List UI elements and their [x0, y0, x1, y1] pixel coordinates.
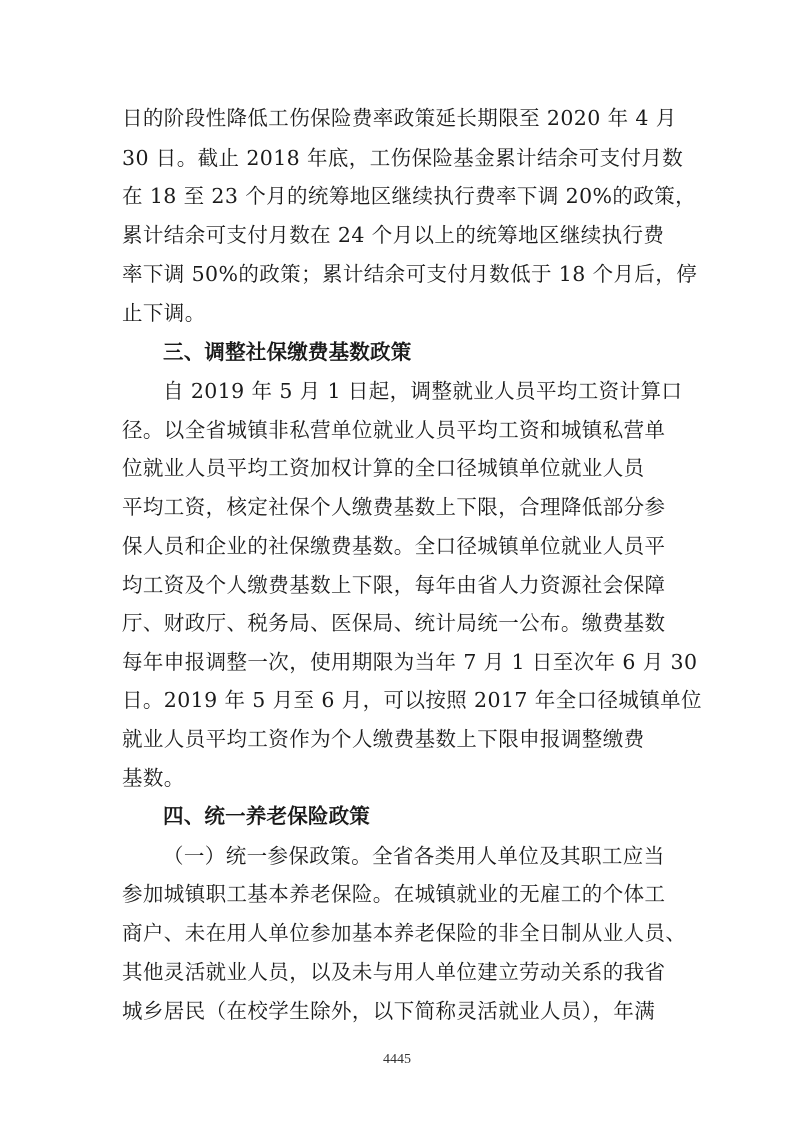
paragraph-line: 城乡居民（在校学生除外，以下简称灵活就业人员），年满	[122, 999, 656, 1023]
paragraph-line: 每年申报调整一次，使用期限为当年 7 月 1 日至次年 6 月 30	[122, 650, 698, 674]
paragraph-line: 30 日。截止 2018 年底，工伤保险基金累计结余可支付月数	[122, 146, 684, 170]
paragraph-line: 其他灵活就业人员，以及未与用人单位建立劳动关系的我省	[122, 960, 666, 984]
section-heading: 三、调整社保缴费基数政策	[163, 340, 412, 364]
paragraph-line: 率下调 50%的政策；累计结余可支付月数低于 18 个月后，停	[122, 262, 698, 286]
paragraph-line: 保人员和企业的社保缴费基数。全口径城镇单位就业人员平	[122, 534, 666, 558]
paragraph-line: 位就业人员平均工资加权计算的全口径城镇单位就业人员	[122, 456, 645, 480]
paragraph-line: 自 2019 年 5 月 1 日起，调整就业人员平均工资计算口	[163, 379, 683, 403]
paragraph-line: 均工资及个人缴费基数上下限，每年由省人力资源社会保障	[122, 573, 666, 597]
paragraph-line: 径。以全省城镇非私营单位就业人员平均工资和城镇私营单	[122, 418, 666, 442]
paragraph-line: 商户、未在用人单位参加基本养老保险的非全日制从业人员、	[122, 921, 687, 945]
paragraph-line: 日的阶段性降低工伤保险费率政策延长期限至 2020 年 4 月	[122, 106, 677, 130]
section-heading: 四、统一养老保险政策	[163, 804, 370, 828]
paragraph-line: 止下调。	[122, 301, 206, 325]
paragraph-line: 在 18 至 23 个月的统筹地区继续执行费率下调 20%的政策，	[122, 184, 697, 208]
page-number: 4445	[383, 1052, 411, 1067]
paragraph-line: 参加城镇职工基本养老保险。在城镇就业的无雇工的个体工	[122, 882, 666, 906]
paragraph-line: 基数。	[122, 766, 185, 790]
paragraph-line: 平均工资，核定社保个人缴费基数上下限，合理降低部分参	[122, 495, 666, 519]
paragraph-line: 就业人员平均工资作为个人缴费基数上下限申报调整缴费	[122, 727, 645, 751]
paragraph-line: 累计结余可支付月数在 24 个月以上的统筹地区继续执行费	[122, 223, 665, 247]
paragraph-line: 厅、财政厅、税务局、医保局、统计局统一公布。缴费基数	[122, 611, 666, 635]
paragraph-line: 日。2019 年 5 月至 6 月，可以按照 2017 年全口径城镇单位	[122, 688, 702, 712]
paragraph-line: （一）统一参保政策。全省各类用人单位及其职工应当	[163, 844, 665, 868]
